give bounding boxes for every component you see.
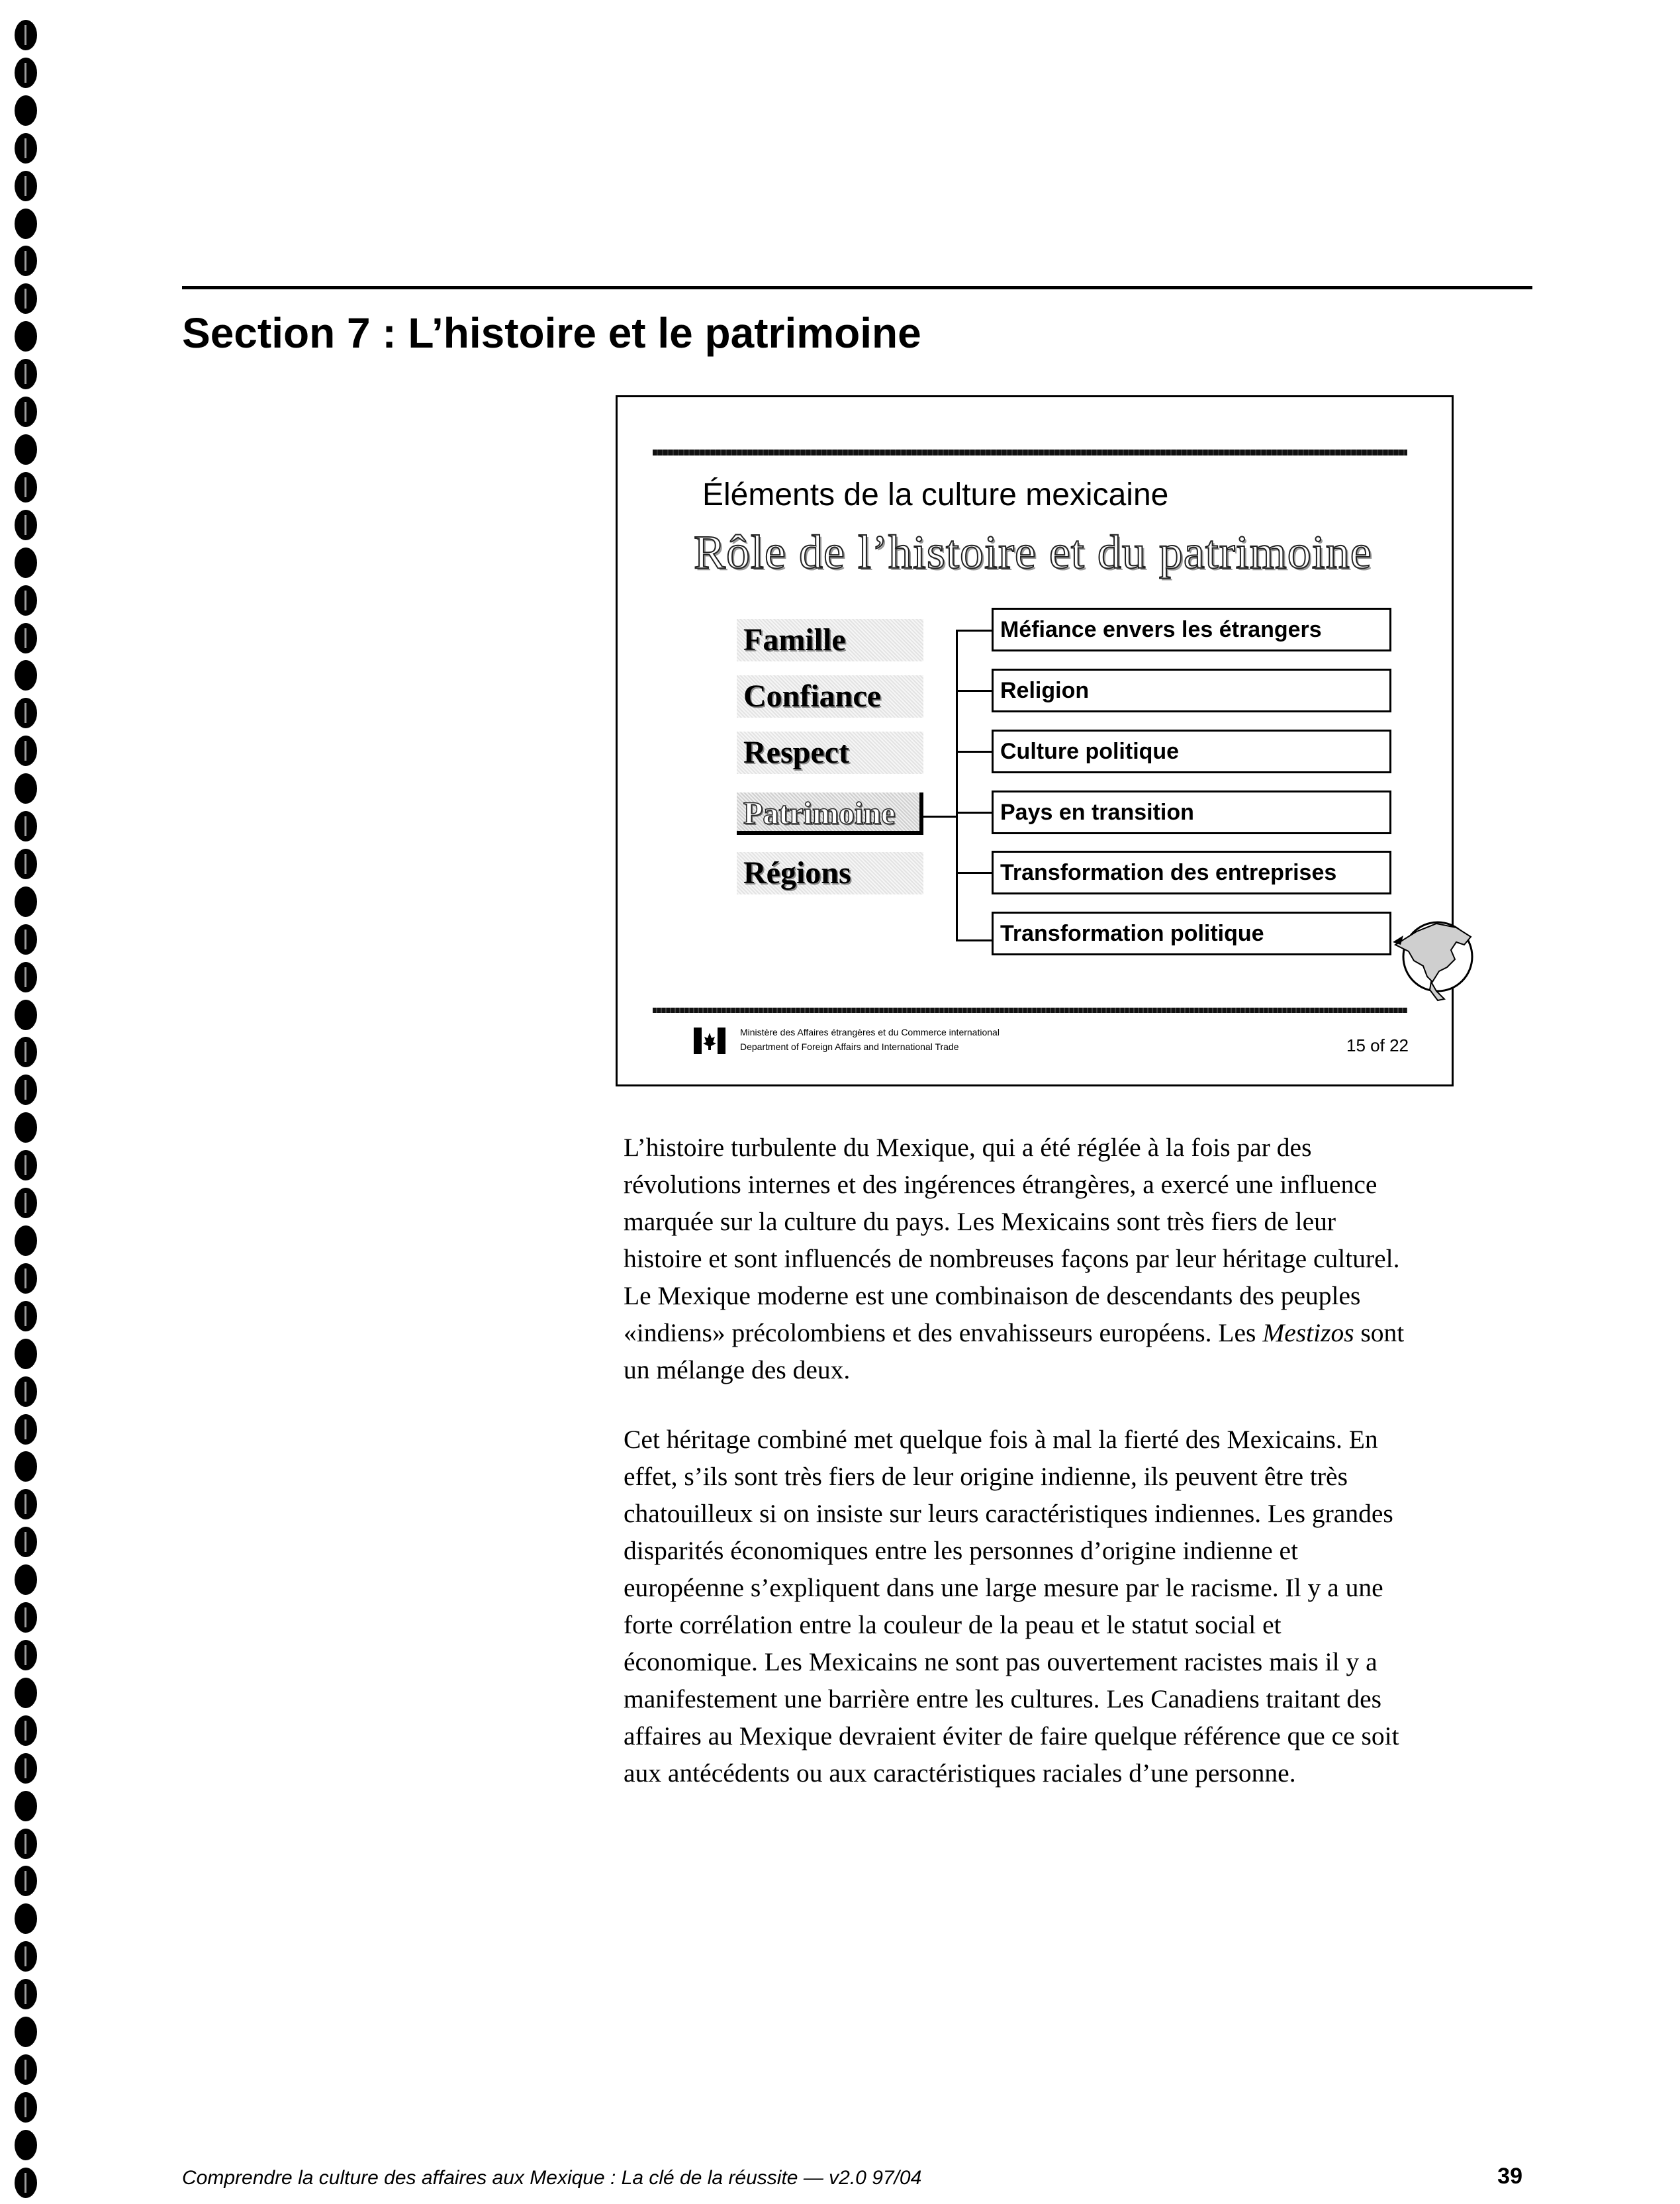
binding-hole-icon [15,849,37,879]
binding-hole-icon [15,962,37,992]
binding-hole-icon [15,1000,37,1030]
binding-hole-icon [15,133,37,164]
category-confiance: Confiance [737,675,923,718]
paragraph-line: Le Mexique moderne est une combinaison de descendants des peuples [624,1281,1361,1310]
binding-hole-icon [15,209,37,239]
binding-hole-icon [15,1791,37,1821]
binding-hole-icon [15,811,37,841]
paragraph-line: révolutions internes et des ingérences étrangères, a exercé une influence [624,1170,1377,1199]
bracket-tick [956,812,992,814]
binding-hole-icon [15,1225,37,1256]
binding-hole-icon [15,95,37,126]
binding-hole-icon [15,1188,37,1218]
slide-item-mefiance: Méfiance envers les étrangers [992,608,1391,651]
paragraph-line: économique. Les Mexicains ne sont pas ouvertement racistes mais il y a [624,1647,1377,1676]
binding-hole-icon [15,434,37,465]
binding-hole-icon [15,1527,37,1557]
binding-hole-icon [15,1150,37,1180]
binding-hole-icon [15,20,37,50]
page-footer-text: Comprendre la culture des affaires aux Mexique : La clé de la réussite — v2.0 97/04 [182,2167,922,2189]
binding-hole-icon [15,283,37,314]
binding-hole-icon [15,1414,37,1445]
binding-hole-icon [15,1037,37,1067]
binding-hole-icon [15,2130,37,2160]
binding-hole-icon [15,2168,37,2198]
binding-hole-icon [15,1376,37,1407]
bracket-tick [956,872,992,874]
bracket-tick [956,939,992,941]
slide-subtitle: Éléments de la culture mexicaine [702,477,1169,512]
bracket-vertical [956,630,958,941]
paragraph-line: L’histoire turbulente du Mexique, qui a été réglée à la fois par des [624,1133,1312,1162]
section-title: Section 7 : L’histoire et le patrimoine [182,309,921,357]
binding-hole-icon [15,623,37,653]
binding-hole-icon [15,1941,37,1972]
binding-hole-icon [15,359,37,389]
paragraph-2 [624,1421,1524,1792]
binding-hole-icon [15,2054,37,2085]
binding-hole-icon [15,1829,37,1859]
binding-hole-icon [15,1301,37,1331]
paragraph-line: marquée sur la culture du pays. Les Mexicains sont très fiers de leur [624,1207,1336,1236]
binding-hole-icon [15,2092,37,2123]
bracket-tick [956,690,992,692]
binding-hole-icon [15,510,37,540]
paragraph-text: sont [1354,1318,1405,1347]
binding-hole-icon [15,321,37,352]
binding-hole-icon [15,1979,37,2009]
binding-hole-icon [15,1112,37,1143]
binding-hole-icon [15,171,37,201]
paragraph-line: forte corrélation entre la couleur de la peau et le statut social et [624,1610,1282,1639]
slide-rule-bottom [653,1008,1407,1013]
paragraph-line: Cet héritage combiné met quelque fois à mal la fierté des Mexicains. En [624,1425,1378,1454]
paragraph-line: effet, s’ils sont très fiers de leur origine indienne, ils peuvent être très [624,1462,1348,1491]
binding-hole-icon [15,246,37,276]
binding-hole-icon [15,1903,37,1934]
north-america-globe-icon [1390,904,1476,1003]
paragraph-line: disparités économiques entre les personnes d’origine indienne et [624,1536,1299,1565]
slide-item-transformation-entreprises: Transformation des entreprises [992,851,1391,894]
binding-hole-icon [15,1339,37,1369]
paragraph-line: aux antécédents ou aux caractéristiques raciales d’une personne. [624,1758,1296,1788]
binding-hole-icon [15,1602,37,1633]
binding-hole-icon [15,472,37,503]
bracket-tick [956,751,992,753]
binding-hole-icon [15,1564,37,1595]
binding-hole-icon [15,886,37,917]
paragraph-line: un mélange des deux. [624,1355,851,1384]
binding-holes [15,20,38,2198]
slide-item-pays-transition: Pays en transition [992,791,1391,834]
ministry-name-en: Department of Foreign Affairs and International Trade [740,1041,959,1052]
binding-hole-icon [15,2017,37,2047]
slide-rule-top [653,450,1407,455]
slide-title: Rôle de l’histoire et du patrimoine [694,526,1372,579]
binding-hole-icon [15,548,37,578]
page-number: 39 [1497,2164,1522,2189]
paragraph-text: «indiens» précolombiens et des envahisseurs européens. Les [624,1318,1263,1347]
binding-hole-icon [15,1715,37,1746]
slide-image [616,395,1454,1086]
binding-hole-icon [15,736,37,766]
binding-hole-icon [15,773,37,804]
bracket-tick [956,630,992,632]
italic-term: Mestizos [1262,1318,1354,1347]
slide-item-transformation-politique: Transformation politique [992,912,1391,955]
binding-hole-icon [15,1753,37,1784]
canada-flag-icon [694,1028,725,1054]
category-patrimoine: Patrimoine [737,792,923,835]
paragraph-line: chatouilleux si on insiste sur leurs caractéristiques indiennes. Les grandes [624,1499,1393,1528]
binding-hole-icon [15,924,37,955]
binding-hole-icon [15,1866,37,1896]
binding-hole-icon [15,1640,37,1670]
binding-hole-icon [15,1489,37,1519]
paragraph-line: européenne s’expliquent dans une large mesure par le racisme. Il y a une [624,1573,1383,1602]
paragraph-line: histoire et sont influencés de nombreuses façons par leur héritage culturel. [624,1244,1400,1273]
category-link-line [923,816,958,818]
binding-hole-icon [15,585,37,616]
binding-hole-icon [15,1263,37,1294]
slide-footer [694,1025,1409,1065]
binding-hole-icon [15,660,37,691]
paragraph-line: affaires au Mexique devraient éviter de faire quelque référence que ce soit [624,1721,1399,1750]
top-rule [182,286,1532,289]
category-respect: Respect [737,732,923,774]
binding-hole-icon [15,1678,37,1708]
slide-item-religion: Religion [992,669,1391,712]
binding-hole-icon [15,397,37,427]
ministry-name-fr: Ministère des Affaires étrangères et du Commerce international [740,1027,1000,1037]
ministry-name [740,1025,1000,1054]
category-famille: Famille [737,619,923,661]
paragraph-line: manifestement une barrière entre les cultures. Les Canadiens traitant des [624,1684,1382,1713]
paragraph-1 [624,1129,1524,1388]
slide-number: 15 of 22 [1346,1035,1409,1055]
binding-hole-icon [15,1451,37,1482]
binding-hole-icon [15,1075,37,1105]
category-regions: Régions [737,852,923,894]
binding-hole-icon [15,698,37,728]
binding-hole-icon [15,58,37,88]
slide-item-culture-politique: Culture politique [992,730,1391,773]
paragraph-line-with-italic [624,1314,1524,1351]
